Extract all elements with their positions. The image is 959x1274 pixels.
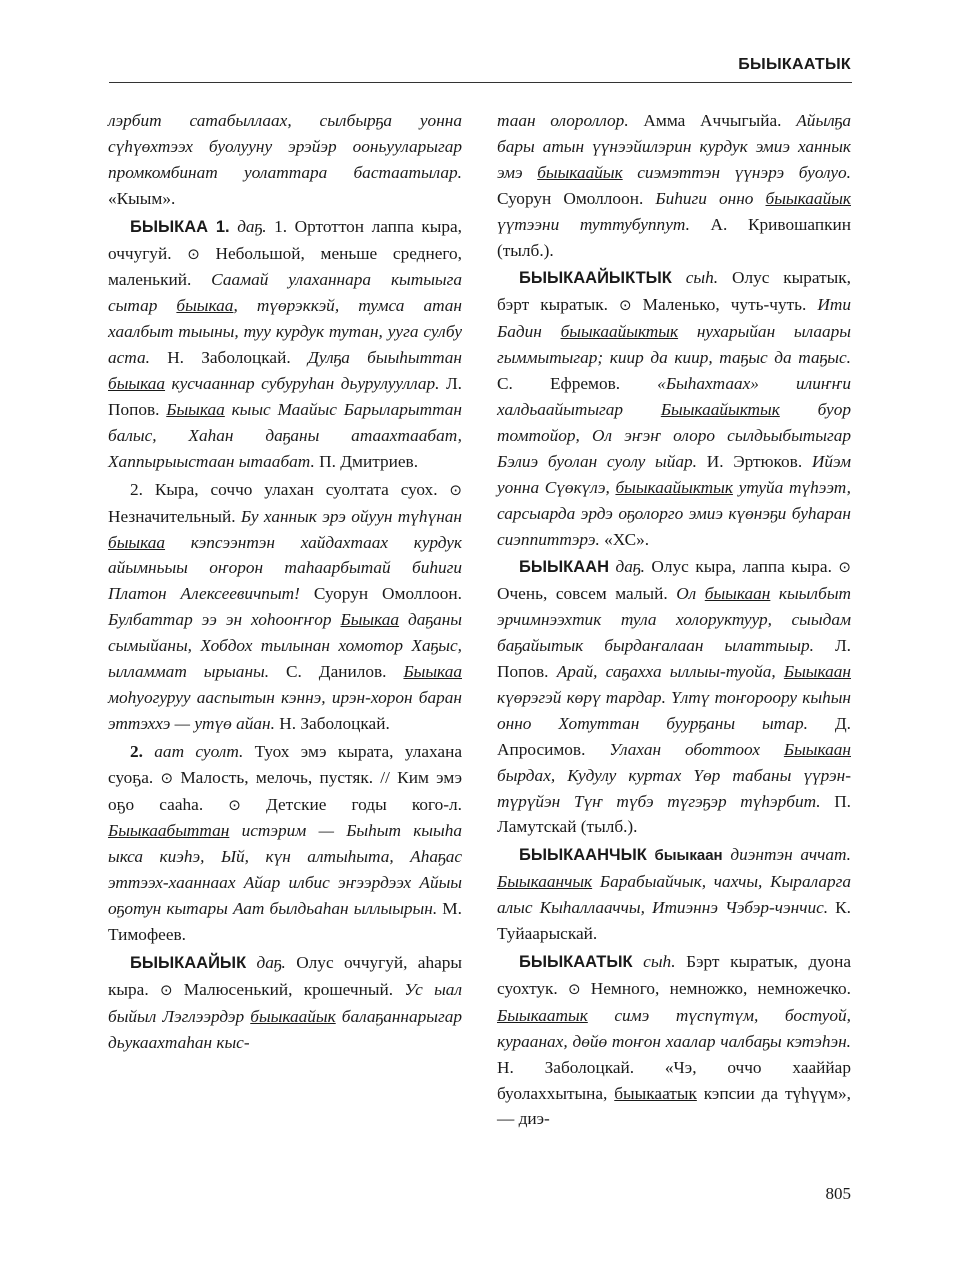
example-author: И. Эртюков.	[697, 451, 803, 471]
russian-translation: Маленько, чуть-чуть.	[631, 295, 807, 315]
russian-translation: Очень, совсем малый.	[497, 584, 668, 604]
translation-marker-icon: ⊙	[228, 795, 241, 814]
example-text: Бу ханнык эрэ ойуун түһүнан	[235, 506, 462, 526]
grammar-label: даҕ.	[229, 216, 267, 236]
translation-marker-icon: ⊙	[619, 296, 632, 315]
example-author: Д. Апросимов.	[497, 713, 851, 759]
example-highlight: быыкаайык	[250, 1006, 336, 1026]
sense-block	[108, 477, 462, 737]
example-text: симэ түспүтүм, бостуой, кураанах, дөйө тоҥон хаалар чалбаҕы кэтэһэн.	[497, 1005, 851, 1051]
headword: БЫЫКААН	[519, 558, 609, 577]
dictionary-entry	[108, 950, 462, 1056]
example-text: , түөрэккэй, тумса атан хаалбыт тыыны, туу курдук тутан, ууга сулбу аста.	[108, 296, 462, 368]
example-text: кусчааннар субуруһан дьурулууллар.	[165, 374, 440, 394]
example-author: М. Тимофеев.	[108, 899, 462, 945]
cross-reference: быыкаан	[646, 847, 723, 865]
example-author: Суорун Омоллоон.	[497, 188, 644, 208]
example-text: Ийэм уонна Сүөкүлэ,	[497, 451, 851, 497]
grammar-label: аат суолт.	[142, 741, 244, 761]
example-highlight: Быыкаанчык	[497, 872, 593, 892]
continued-example	[108, 108, 462, 212]
translation-marker-icon: ⊙	[567, 979, 581, 998]
running-head: БЫЫКААТЫК	[738, 56, 851, 73]
example-highlight: Быыкаа	[166, 399, 225, 419]
example-text: Булбаттар ээ эн хоһооҥҥор	[108, 610, 341, 630]
dictionary-entry	[497, 949, 851, 1132]
sense-number: 2.	[130, 741, 143, 761]
sense-block	[108, 739, 462, 948]
grammar-label: диэнтэн аччат.	[722, 845, 851, 865]
headword: БЫЫКААНЧЫК	[519, 846, 647, 865]
translation-marker-icon: ⊙	[160, 768, 174, 787]
example-author: К. Туйаарыскай.	[497, 898, 851, 944]
example-text: утуйа түһээт, сарсыарда эрдэ оҕолорго эмиэ күөнэҕи буһаран сиэппиттэрэ.	[497, 477, 851, 549]
example-highlight: быыкаатык	[614, 1083, 697, 1103]
example-highlight: быыкаайыктык	[560, 322, 679, 342]
definition: Бэрт кыратык, дуона суохтук.	[497, 952, 852, 998]
translation-marker-icon: ⊙	[838, 558, 851, 577]
russian-translation: Небольшой, меньше среднего, маленький.	[108, 243, 462, 290]
example-highlight: Быыкаайыктык	[660, 399, 780, 419]
example-highlight: Быыкаа	[340, 610, 400, 630]
example-author: «ХС».	[599, 529, 650, 549]
right-column	[497, 108, 851, 1134]
example-text: кэпсээнтэн хайдахтаах курдук айымньыы оҥорон таһаарбытай биһиги Платон Алексеевичпыт!	[108, 532, 462, 604]
dictionary-entry	[497, 554, 851, 840]
example-author: Н. Заболоцкай.	[497, 1057, 635, 1077]
example-text: кыыс Маайыс Барыларыттан балыс, Хаһан даҕаны атаахтаабат, Хаппырыыстаан ытаабат.	[108, 399, 462, 471]
definition: 2. Кыра, соччо улахан суолтата суох.	[130, 479, 450, 499]
example-author: П. Дмитриев.	[314, 451, 419, 471]
example-text: бырдах, Кудулу куртах Үөр табаны үүрэн-түрүйэн Түҥ түбэ түгэҕэр түһэрбит.	[497, 765, 851, 811]
example-text: Биһиги онно	[643, 188, 766, 208]
example-source: «Кыым».	[108, 188, 176, 208]
russian-translation: Немного, немножко, немножечко.	[580, 978, 851, 998]
translation-marker-icon: ⊙	[449, 480, 462, 499]
example-text: «Чэ, оччо хааййар буолаххытына,	[497, 1057, 851, 1103]
dictionary-entry	[497, 265, 851, 552]
example-text: Айылҕа бары атын үүнээйилэрин курдук эмиэ ханнык эмэ	[497, 111, 851, 182]
example-highlight: Быыкаан	[783, 662, 851, 682]
example-author: Амма Аччыгыйа.	[628, 111, 782, 130]
example-author: Л. Попов.	[497, 636, 851, 682]
dictionary-entry	[108, 214, 462, 475]
example-highlight: быыкаа	[108, 532, 166, 552]
russian-translation: Малость, мелочь, пустяк. // Ким эмэ оҕо сааһа.	[108, 767, 462, 814]
example-text: лэрбит сатабыллаах, сылбырҕа уонна сүһүөхтээх буолууну эрэйэр ооньуулары	[108, 111, 462, 156]
example-text: Улахан оботтоох	[585, 739, 784, 759]
continued-example	[497, 108, 851, 263]
example-highlight: Быыкаан	[783, 739, 851, 759]
definition: Олус кыра, лаппа кыра.	[644, 557, 839, 577]
page-number: 805	[825, 1184, 851, 1203]
left-column	[108, 108, 462, 1058]
example-text: истэрим — Быһыт кыыһа ыкса киэһэ, Ый, күн алтыһыта, Аһаҕас эттээх-хааннаах Айар илбис эҥээрдээх Айыы оҕотун кытары Аат былдьаһан ыллыырын.	[108, 821, 462, 919]
example-highlight: быыкаайык	[537, 162, 623, 182]
example-text: Дулҕа быыһыттан	[290, 348, 463, 368]
headword: БЫЫКААЙЫК	[130, 954, 247, 972]
headword: БЫЫКАА 1.	[130, 217, 230, 236]
definition: Туох эмэ кырата, улахана суоҕа.	[108, 741, 462, 787]
example-text: кыылбыт эрчимнээхтик тула холоруктуур, сыыдам баҕайытык бырдаҥалаан ылаттыыр.	[497, 584, 852, 656]
example-text: таан олороллор.	[497, 111, 629, 130]
grammar-label: даҕ.	[246, 953, 286, 972]
russian-translation: Малюсенький, крошечный.	[172, 979, 394, 999]
example-highlight: быыкаан	[704, 584, 771, 604]
example-author: Суорун Омоллоон.	[299, 584, 462, 604]
example-highlight: быыкаа	[176, 296, 234, 316]
grammar-label: сыһ.	[671, 268, 719, 288]
example-text: нухарыйан ылаары гыммытыгар; киир да киир, таҕыс да таҕыс.	[497, 322, 851, 368]
russian-translation: Детские годы кого-л.	[240, 794, 462, 814]
definition: Олус кыратык, бэрт кыратык.	[497, 268, 852, 315]
translation-marker-icon: ⊙	[187, 244, 200, 263]
example-author: Л. Попов.	[108, 374, 462, 419]
example-author: Н. Заболоцкай.	[274, 713, 390, 733]
headword: БЫЫКААТЫК	[519, 953, 633, 971]
example-author: С. Ефремов.	[497, 374, 621, 394]
example-text: Арай, саҕахха ыллыы-туойа,	[548, 662, 784, 682]
example-text: Барабыайчык, чахчы, Кыраларга алыс Кыһаллааччы, Итиэннэ Чэбэр-чэнчис.	[497, 872, 851, 918]
definition: Олус оччугуй, аһары кыра.	[108, 953, 463, 999]
example-text: сиэмэттэн үүнэрэ буолуо.	[622, 162, 851, 182]
example-text: «Быһахтаах» илиҥҥи халдьаайытыгар	[497, 374, 852, 419]
example-highlight: быыкаайык	[765, 188, 851, 208]
grammar-label: даҕ.	[609, 557, 645, 577]
example-text: балаҕаннарыгар дьукаахтаһан кыс-	[108, 1006, 462, 1052]
dictionary-entry	[497, 842, 851, 947]
example-author: А. Кривошапкин (тылб.).	[497, 214, 851, 260]
example-text: Ус ыал быйыл Лэглээрдэр	[108, 979, 462, 1026]
example-author: С. Данилов.	[269, 662, 387, 682]
example-text: үүтээни туттубуппут.	[497, 214, 690, 234]
russian-translation: Незначительный.	[108, 506, 236, 526]
example-text: күөрэгэй көрү тардар. Үлтү тоҥороору кыһын онно Хотуттан буурҕаны ытар.	[497, 687, 851, 733]
example-highlight: Быыкаабыттан	[108, 821, 230, 841]
definition: 1. Ортоттон лаппа кыра, оччугуй.	[108, 216, 462, 263]
grammar-label: сыһ.	[632, 952, 676, 971]
header-rule	[109, 82, 852, 83]
example-text: буор томтойор, Ол эҥэҥ олоро сылдьыбытыгар Бэлиэ буолан суолу ыйар.	[497, 399, 851, 471]
example-highlight: Быыкаа	[403, 662, 462, 682]
example-text: кэпсии да түһүүм», — диэ-	[497, 1083, 852, 1129]
example-text: гар промкомбинат уолаттара бастаатылар.	[108, 136, 462, 182]
example-highlight: быыкаа	[108, 374, 166, 394]
example-text: Ол	[667, 584, 705, 604]
example-text: Саамай улаханнара кытыыга сытар	[108, 270, 462, 316]
example-text: Ити Бадин	[497, 295, 851, 342]
headword: БЫЫКААЙЫКТЫК	[519, 269, 672, 288]
example-highlight: Быыкаатык	[497, 1005, 588, 1025]
example-highlight: быыкаайыктык	[615, 477, 733, 497]
example-text: моһуогуруу ааспытын кэннэ, ирэн-хорон баран эттэххэ — утүө айан.	[108, 687, 462, 733]
example-author: П. Ламутскай (тылб.).	[497, 791, 852, 837]
example-author: Н. Заболоцкай.	[149, 348, 291, 368]
translation-marker-icon: ⊙	[159, 980, 173, 999]
example-text: даҕаны сымыйаны, Хобдох тылынан хомотор Хаҕыс, ылламмат ырыаны.	[108, 610, 462, 682]
